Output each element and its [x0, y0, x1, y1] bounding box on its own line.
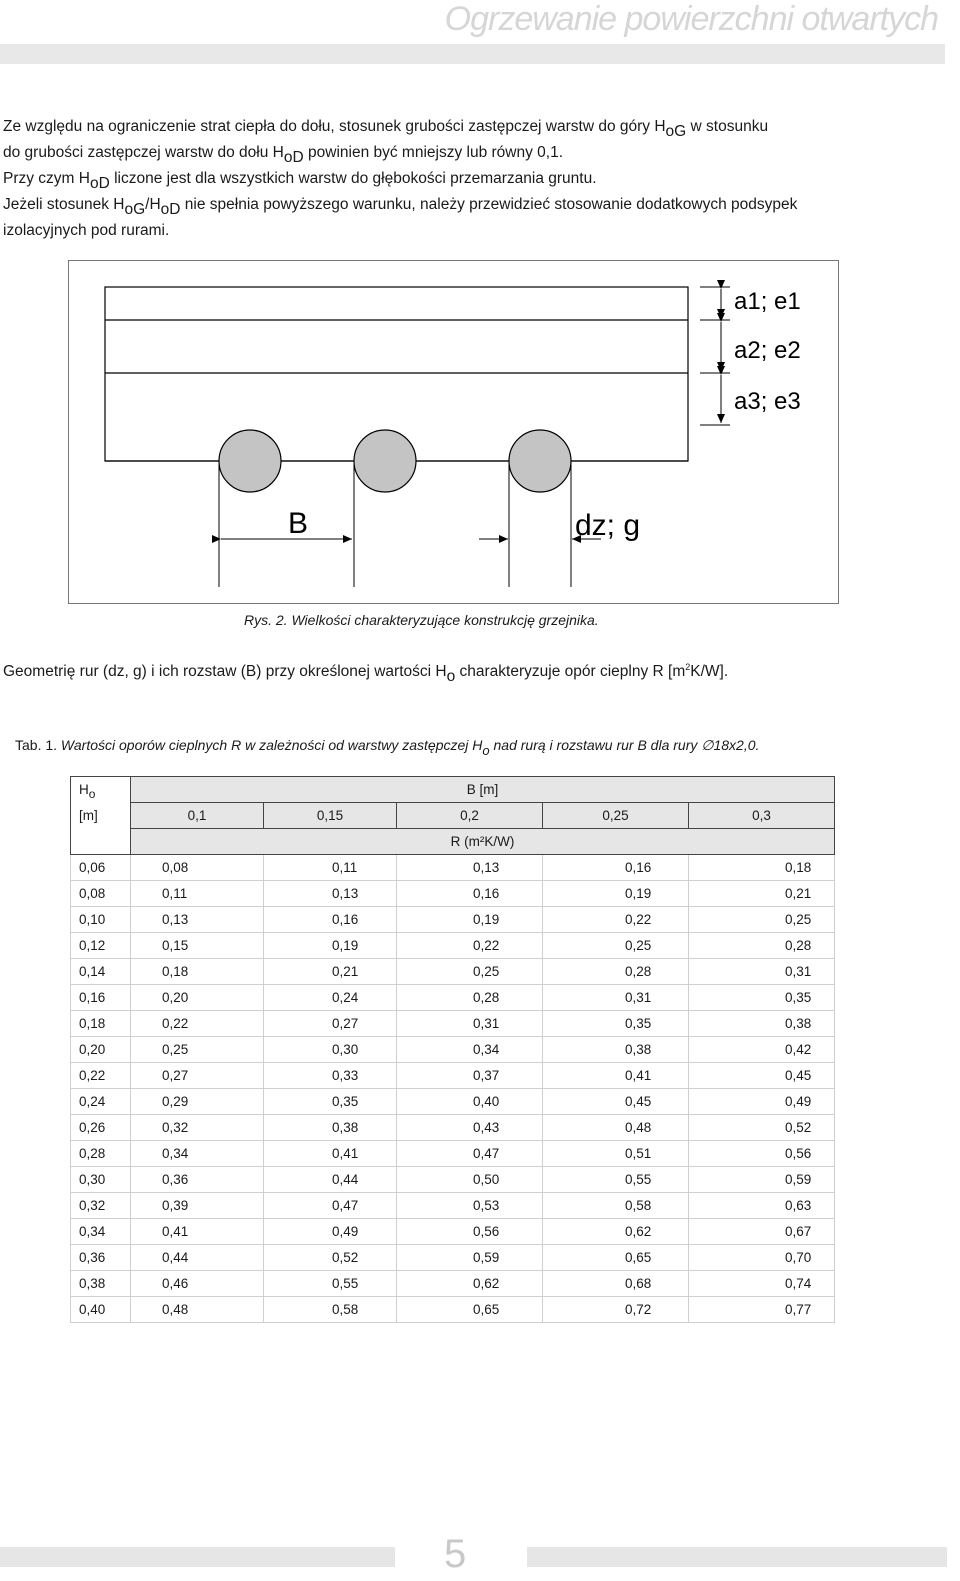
- r-value-cell: 0,65: [543, 1245, 689, 1271]
- ho-value-cell: 0,22: [71, 1063, 131, 1089]
- r-value-cell: 0,30: [264, 1037, 397, 1063]
- r-value-cell: 0,22: [131, 1011, 264, 1037]
- construction-diagram: [69, 261, 840, 605]
- r-value-cell: 0,13: [131, 907, 264, 933]
- header-b-value: 0,3: [689, 803, 835, 829]
- r-value-cell: 0,50: [397, 1167, 543, 1193]
- r-value-cell: 0,55: [264, 1271, 397, 1297]
- r-value-cell: 0,51: [543, 1141, 689, 1167]
- r-value-cell: 0,49: [264, 1219, 397, 1245]
- r-value-cell: 0,13: [264, 881, 397, 907]
- footer-bar-right: [527, 1547, 947, 1567]
- r-value-cell: 0,53: [397, 1193, 543, 1219]
- r-value-cell: 0,59: [397, 1245, 543, 1271]
- r-value-cell: 0,19: [264, 933, 397, 959]
- table-row: [71, 855, 835, 881]
- r-value-cell: 0,55: [543, 1167, 689, 1193]
- table-row: [71, 959, 835, 985]
- r-value-cell: 0,16: [543, 855, 689, 881]
- table-body: [71, 855, 835, 1323]
- r-value-cell: 0,21: [264, 959, 397, 985]
- ho-value-cell: 0,16: [71, 985, 131, 1011]
- table-row: [71, 1037, 835, 1063]
- header-title: Ogrzewanie powierzchni otwartych: [444, 0, 938, 38]
- header-b-value: 0,25: [543, 803, 689, 829]
- r-value-cell: 0,44: [264, 1167, 397, 1193]
- r-value-cell: 0,48: [543, 1115, 689, 1141]
- header-b-value: 0,1: [131, 803, 264, 829]
- page-number: 5: [444, 1532, 467, 1576]
- intro-line-4: Jeżeli stosunek HoG/HoD nie spełnia powyższego warunku, należy przewidzieć stosowanie dodatkowych podsypek: [3, 196, 798, 218]
- ho-value-cell: 0,38: [71, 1271, 131, 1297]
- r-value-cell: 0,52: [689, 1115, 835, 1141]
- r-value-cell: 0,31: [397, 1011, 543, 1037]
- r-value-cell: 0,72: [543, 1297, 689, 1323]
- r-value-cell: 0,62: [543, 1219, 689, 1245]
- ho-value-cell: 0,08: [71, 881, 131, 907]
- table-row: [71, 985, 835, 1011]
- r-value-cell: 0,43: [397, 1115, 543, 1141]
- table-caption: Tab. 1. Wartości oporów cieplnych R w zależności od warstwy zastępczej Ho nad rurą i rozstawu rur B dla rury ∅18x2,0.: [15, 737, 760, 758]
- ho-value-cell: 0,36: [71, 1245, 131, 1271]
- table-row: [71, 1219, 835, 1245]
- table-row: [71, 1297, 835, 1323]
- r-value-cell: 0,70: [689, 1245, 835, 1271]
- label-dz: dz; g: [575, 509, 641, 542]
- r-value-cell: 0,16: [264, 907, 397, 933]
- label-a1: a1; e1: [734, 288, 801, 315]
- table-row: [71, 881, 835, 907]
- r-value-cell: 0,47: [264, 1193, 397, 1219]
- r-value-cell: 0,62: [397, 1271, 543, 1297]
- ho-value-cell: 0,14: [71, 959, 131, 985]
- r-value-cell: 0,11: [131, 881, 264, 907]
- table-header-row-1: [71, 777, 835, 803]
- r-value-cell: 0,28: [397, 985, 543, 1011]
- r-value-cell: 0,08: [131, 855, 264, 881]
- r-value-cell: 0,34: [397, 1037, 543, 1063]
- r-value-cell: 0,58: [264, 1297, 397, 1323]
- r-value-cell: 0,35: [543, 1011, 689, 1037]
- table-row: [71, 1193, 835, 1219]
- intro-line-5: izolacyjnych pod rurami.: [3, 222, 170, 239]
- r-value-cell: 0,41: [543, 1063, 689, 1089]
- r-value-cell: 0,18: [689, 855, 835, 881]
- r-value-cell: 0,20: [131, 985, 264, 1011]
- r-value-cell: 0,28: [543, 959, 689, 985]
- r-value-cell: 0,39: [131, 1193, 264, 1219]
- table-row: [71, 1141, 835, 1167]
- r-value-cell: 0,56: [397, 1219, 543, 1245]
- r-value-cell: 0,27: [131, 1063, 264, 1089]
- table-row: [71, 1115, 835, 1141]
- r-value-cell: 0,27: [264, 1011, 397, 1037]
- pipe-circle-3: [509, 430, 571, 492]
- header-b-value: 0,15: [264, 803, 397, 829]
- figure-caption: Rys. 2. Wielkości charakteryzujące konstrukcję grzejnika.: [244, 612, 599, 628]
- ho-value-cell: 0,40: [71, 1297, 131, 1323]
- r-value-cell: 0,35: [264, 1089, 397, 1115]
- r-value-cell: 0,59: [689, 1167, 835, 1193]
- ho-value-cell: 0,24: [71, 1089, 131, 1115]
- header-b-value: 0,2: [397, 803, 543, 829]
- header-r-label: R (m²K/W): [131, 829, 835, 855]
- ho-value-cell: 0,12: [71, 933, 131, 959]
- ho-value-cell: 0,18: [71, 1011, 131, 1037]
- r-value-cell: 0,16: [397, 881, 543, 907]
- header-bar: [0, 44, 945, 64]
- ho-value-cell: 0,32: [71, 1193, 131, 1219]
- header-b-label: B [m]: [131, 777, 835, 803]
- r-value-cell: 0,58: [543, 1193, 689, 1219]
- r-value-cell: 0,11: [264, 855, 397, 881]
- r-value-cell: 0,46: [131, 1271, 264, 1297]
- r-value-cell: 0,31: [689, 959, 835, 985]
- r-value-cell: 0,18: [131, 959, 264, 985]
- r-value-cell: 0,47: [397, 1141, 543, 1167]
- intro-line-3: Przy czym HoD liczone jest dla wszystkich warstw do głębokości przemarzania gruntu.: [3, 170, 597, 192]
- r-value-cell: 0,56: [689, 1141, 835, 1167]
- r-value-cell: 0,38: [264, 1115, 397, 1141]
- intro-paragraph: [3, 114, 958, 244]
- label-a2: a2; e2: [734, 337, 801, 364]
- geometry-sentence: Geometrię rur (dz, g) i ich rozstaw (B) przy określonej wartości Ho charakteryzuje opór cieplny R $[m^2K/W]$.: [3, 662, 729, 686]
- table-header-row-3: [71, 829, 835, 855]
- ho-value-cell: 0,20: [71, 1037, 131, 1063]
- ho-value-cell: 0,26: [71, 1115, 131, 1141]
- r-value-cell: 0,40: [397, 1089, 543, 1115]
- r-value-cell: 0,45: [689, 1063, 835, 1089]
- table-row: [71, 1063, 835, 1089]
- table-row: [71, 1271, 835, 1297]
- pipe-circle-2: [354, 430, 416, 492]
- table-row: [71, 1089, 835, 1115]
- table-row: [71, 1167, 835, 1193]
- r-value-cell: 0,25: [689, 907, 835, 933]
- r-value-cell: 0,67: [689, 1219, 835, 1245]
- ho-value-cell: 0,34: [71, 1219, 131, 1245]
- r-value-cell: 0,24: [264, 985, 397, 1011]
- header-ho: Ho: [71, 777, 131, 803]
- ho-value-cell: 0,30: [71, 1167, 131, 1193]
- r-value-cell: 0,33: [264, 1063, 397, 1089]
- r-value-cell: 0,77: [689, 1297, 835, 1323]
- r-value-cell: 0,48: [131, 1297, 264, 1323]
- r-value-cell: 0,37: [397, 1063, 543, 1089]
- r-value-cell: 0,36: [131, 1167, 264, 1193]
- r-value-cell: 0,25: [397, 959, 543, 985]
- r-value-cell: 0,52: [264, 1245, 397, 1271]
- r-value-cell: 0,31: [543, 985, 689, 1011]
- r-value-cell: 0,13: [397, 855, 543, 881]
- label-a3: a3; e3: [734, 388, 801, 415]
- intro-line-1: Ze względu na ograniczenie strat ciepła do dołu, stosunek grubości zastępczej warstw do góry HoG w stosunku: [3, 118, 769, 140]
- r-value-cell: 0,44: [131, 1245, 264, 1271]
- header-ho-blank: [71, 829, 131, 855]
- table-row: [71, 1011, 835, 1037]
- table-row: [71, 1245, 835, 1271]
- r-value-cell: 0,32: [131, 1115, 264, 1141]
- r-value-cell: 0,19: [397, 907, 543, 933]
- resistance-table: [70, 776, 834, 1323]
- r-value-cell: 0,28: [689, 933, 835, 959]
- ho-value-cell: 0,06: [71, 855, 131, 881]
- table-header-row-2: [71, 803, 835, 829]
- r-value-cell: 0,29: [131, 1089, 264, 1115]
- r-value-cell: 0,22: [543, 907, 689, 933]
- header-ho-unit: [m]: [71, 803, 131, 829]
- r-value-cell: 0,15: [131, 933, 264, 959]
- r-value-cell: 0,25: [543, 933, 689, 959]
- figure-radiator-construction: [68, 260, 839, 604]
- r-value-cell: 0,74: [689, 1271, 835, 1297]
- r-value-cell: 0,19: [543, 881, 689, 907]
- r-value-cell: 0,34: [131, 1141, 264, 1167]
- intro-line-2: do grubości zastępczej warstw do dołu HoD powinien być mniejszy lub równy 0,1.: [3, 144, 564, 166]
- r-value-cell: 0,42: [689, 1037, 835, 1063]
- r-value-cell: 0,65: [397, 1297, 543, 1323]
- table-row: [71, 907, 835, 933]
- r-value-cell: 0,45: [543, 1089, 689, 1115]
- r-value-cell: 0,41: [264, 1141, 397, 1167]
- r-value-cell: 0,49: [689, 1089, 835, 1115]
- label-b: B: [288, 507, 309, 540]
- r-value-cell: 0,25: [131, 1037, 264, 1063]
- table-row: [71, 933, 835, 959]
- r-value-cell: 0,38: [689, 1011, 835, 1037]
- r-value-cell: 0,22: [397, 933, 543, 959]
- r-value-cell: 0,35: [689, 985, 835, 1011]
- r-value-cell: 0,21: [689, 881, 835, 907]
- r-value-cell: 0,41: [131, 1219, 264, 1245]
- pipe-circle-1: [219, 430, 281, 492]
- r-value-cell: 0,68: [543, 1271, 689, 1297]
- ho-value-cell: 0,28: [71, 1141, 131, 1167]
- r-value-cell: 0,38: [543, 1037, 689, 1063]
- r-value-cell: 0,63: [689, 1193, 835, 1219]
- footer-bar-left: [0, 1547, 395, 1567]
- ho-value-cell: 0,10: [71, 907, 131, 933]
